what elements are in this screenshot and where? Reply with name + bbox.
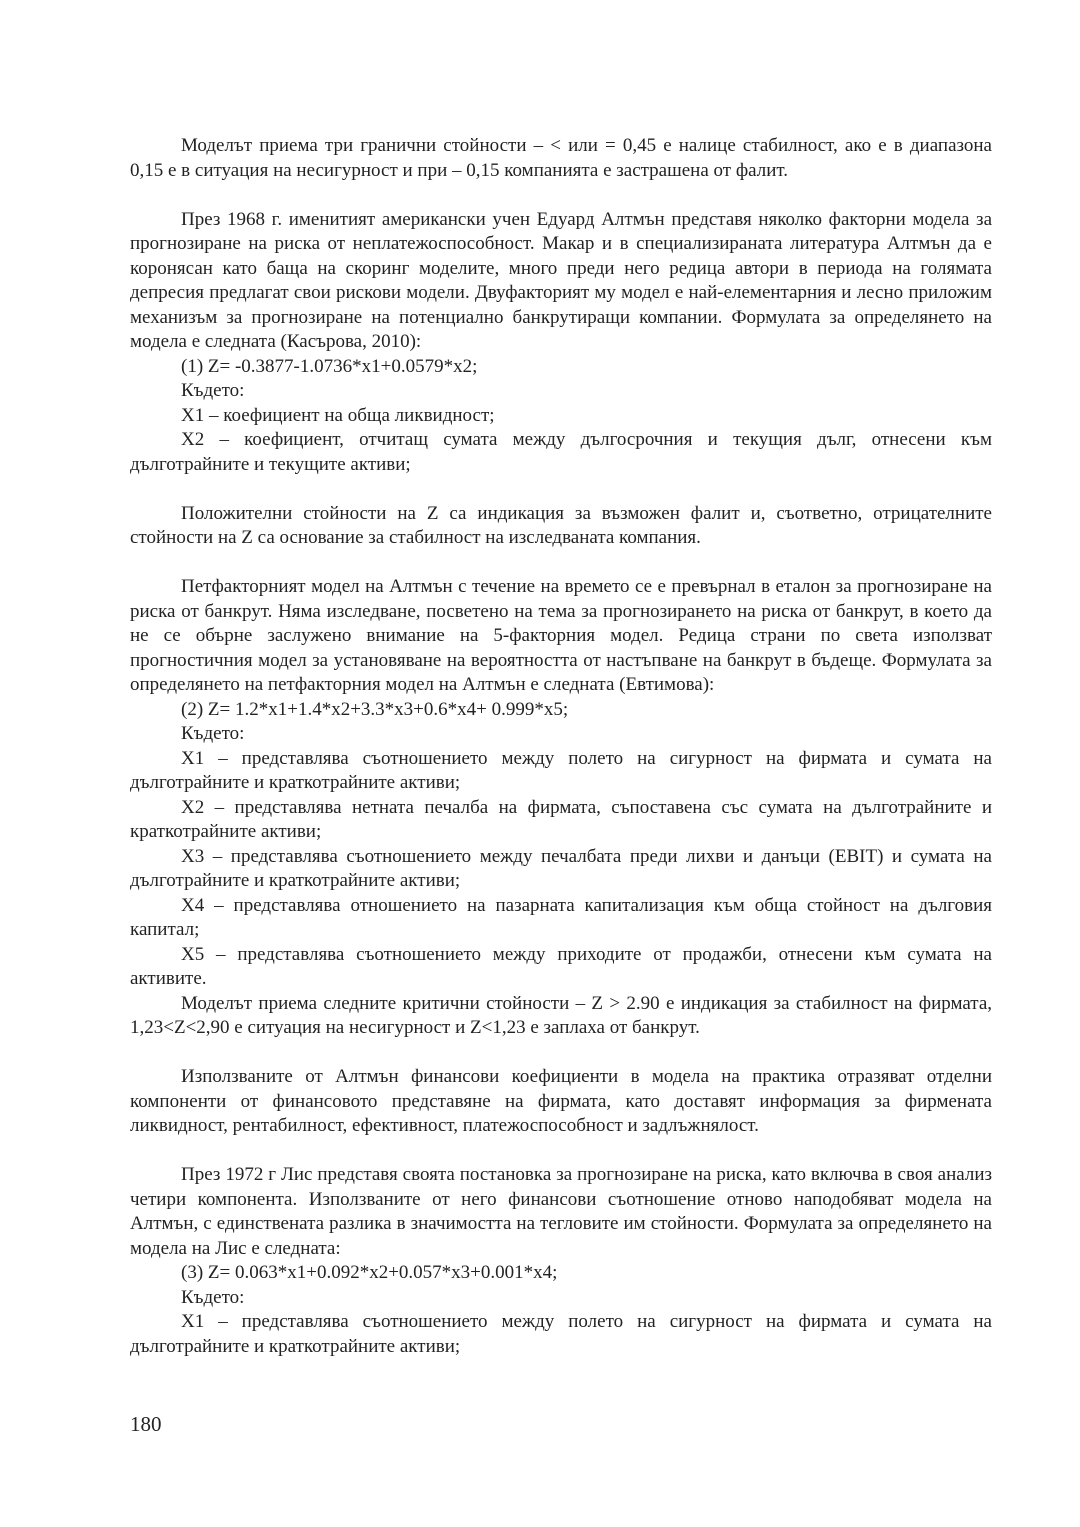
paragraph-lis-model: През 1972 г Лис представя своята постановка за прогнозиране на риска, като включва в своя анализ четири компонента. Използваните от него финансови съотношение отново наподобяват модела на Алтмън, с единствената разлика в значимостта на тегловите им стойности. Формулата за определянето на модела на Лис е следната: xyxy=(130,1164,992,1259)
page-number: 180 xyxy=(130,1412,162,1436)
where-label-2: Където: xyxy=(181,723,245,744)
formula-3: (3) Z= 0.063*x1+0.092*x2+0.057*x3+0.001*x4; xyxy=(181,1262,558,1283)
variable-x1-lis: X1 – представлява съотношението между полето на сигурност на фирмата и сумата на дълготрайните и краткотрайните активи; xyxy=(130,1311,992,1357)
paragraph-altman-intro: През 1968 г. именитият американски учен Едуард Алтмън представя няколко факторни модела за прогнозиране на риска от неплатежоспособност. Макар и в специализираната литература Алтмън да е коронясан като баща на скоринг моделите, много преди него редица автори в периода на голямата депресия предлагат свои рискови модели. Двуфакторият му модел е най-елементарния и лесно приложим механизъм за прогнозиране на потенциално банкрутиращи компании. Формулата за определянето на модела е следната (Касърова, 2010): xyxy=(130,208,992,352)
variable-x5-five-factor: X5 – представлява съотношението между приходите от продажби, отнесени към сумата на активите. xyxy=(130,943,992,989)
variable-x2-two-factor: X2 – коефициент, отчитащ сумата между дългосрочния и текущия дълг, отнесени към дълготрайните и текущите активи; xyxy=(130,429,992,475)
variable-x4-five-factor: X4 – представлява отношението на пазарната капитализация към обща стойност на дълговия капитал; xyxy=(130,894,992,940)
variable-x3-five-factor: X3 – представлява съотношението между печалбата преди лихви и данъци (EBIT) и сумата на дълготрайните и краткотрайните активи; xyxy=(130,845,992,891)
paragraph-critical-values: Моделът приема следните критични стойности – Z > 2.90 е индикация за стабилност на фирмата, 1,23<Z<2,90 е ситуация на несигурност и Z<1,23 е заплаха от банкрут. xyxy=(130,992,992,1038)
variable-x1-two-factor: X1 – коефициент на обща ликвидност; xyxy=(181,404,495,426)
page-body xyxy=(130,134,992,1359)
where-label-1: Където: xyxy=(181,380,245,401)
formula-1: (1) Z= -0.3877-1.0736*x1+0.0579*x2; xyxy=(181,355,478,377)
paragraph-z-interpretation: Положителни стойности на Z са индикация за възможен фалит и, съответно, отрицателните стойности на Z са основание за стабилност на изследваната компания. xyxy=(130,502,992,548)
variable-x2-five-factor: X2 – представлява нетната печалба на фирмата, съпоставена със сумата на дълготрайните и краткотрайните активи; xyxy=(130,796,992,842)
variable-x1-five-factor: X1 – представлява съотношението между полето на сигурност на фирмата и сумата на дълготрайните и краткотрайните активи; xyxy=(130,747,992,793)
paragraph-five-factor-model: Петфакторният модел на Алтмън с течение на времето се е превърнал в еталон за прогнозиране на риска от банкрут. Няма изследване, посветено на тема за прогнозирането на риска от банкрут, в което да не се обърне заслужено внимание на 5-факторния модел. Редица страни по света използват прогностичния модел за установяване на вероятността от настъпване на банкрут в бъдеще. Формулата за определянето на петфакторния модел на Алтмън е следната (Евтимова): xyxy=(130,576,992,695)
where-label-3: Където: xyxy=(181,1286,245,1308)
paragraph-threshold-values: Моделът приема три гранични стойности – < или = 0,45 е налице стабилност, ако е в диапазона 0,15 е в ситуация на несигурност и при – 0,15 компанията е застрашена от фалит. xyxy=(130,135,992,181)
paragraph-financial-ratios: Използваните от Алтмън финансови коефициенти в модела на практика отразяват отделни компоненти от финансовото представяне на фирмата, като доставят информация за фирмената ликвидност, рентабилност, ефективност, платежоспособност и задлъжнялост. xyxy=(130,1066,992,1136)
formula-2: (2) Z= 1.2*x1+1.4*x2+3.3*x3+0.6*x4+ 0.999*x5; xyxy=(181,698,569,720)
